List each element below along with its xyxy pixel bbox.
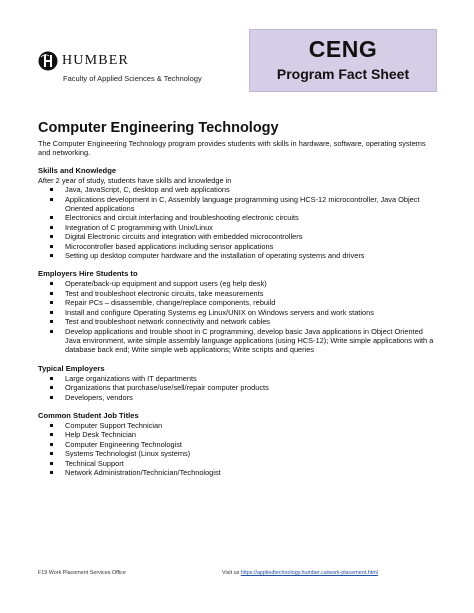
section-heading: Employers Hire Students to xyxy=(38,269,138,279)
list-item: Microcontroller based applications including sensor applications xyxy=(38,242,438,251)
typical-employers-section xyxy=(38,364,438,402)
list-item: Computer Engineering Technologist xyxy=(38,440,438,449)
program-code: CENG xyxy=(308,36,378,62)
main-content xyxy=(38,120,438,486)
list-item: Repair PCs – disassemble, change/replace components, rebuild xyxy=(38,298,438,307)
list-item: Developers, vendors xyxy=(38,393,438,402)
list-item: Test and troubleshoot electronic circuits, take measurements xyxy=(38,289,438,298)
logo-name: HUMBER xyxy=(62,53,130,68)
faculty-name: Faculty of Applied Sciences & Technology xyxy=(63,74,202,83)
list-item: Install and configure Operating Systems eg Linux/UNIX on Windows servers and work stations xyxy=(38,308,438,317)
fact-sheet-title: Program Fact Sheet xyxy=(276,66,410,82)
list-item: Network Administration/Technician/Technologist xyxy=(38,468,438,477)
list-item: Technical Support xyxy=(38,459,438,468)
humber-h-icon xyxy=(38,51,58,71)
list-item: Digital Electronic circuits and integration with embedded microcontrollers xyxy=(38,232,438,241)
footer-visit xyxy=(222,570,378,576)
list-item: Computer Support Technician xyxy=(38,421,438,430)
list-item: Java, JavaScript, C, desktop and web applications xyxy=(38,185,438,194)
skills-section xyxy=(38,166,438,261)
typical-employers-list xyxy=(38,374,438,402)
humber-logo xyxy=(38,51,238,83)
section-lead: After 2 year of study, students have skills and knowledge in xyxy=(38,175,232,185)
section-heading: Typical Employers xyxy=(38,363,105,373)
list-item: Setting up desktop computer hardware and the installation of operating systems and drivers xyxy=(38,251,438,260)
list-item: Integration of C programming with Unix/Linux xyxy=(38,223,438,232)
list-item: Organizations that purchase/use/sell/repair computer products xyxy=(38,383,438,392)
footer-office: F19 Work Placement Services Office xyxy=(38,570,126,576)
list-item: Electronics and circuit interfacing and troubleshooting electronic circuits xyxy=(38,213,438,222)
list-item: Operate/back-up equipment and support users (eg help desk) xyxy=(38,279,438,288)
skills-list xyxy=(38,185,438,260)
work-placement-link[interactable]: https://appliedtechnology.humber.ca/work-placement.html xyxy=(240,570,378,576)
list-item: Help Desk Technician xyxy=(38,430,438,439)
list-item: Applications development in C, Assembly language programming using HCS-12 microcontroller, Java Object Oriented applications xyxy=(38,195,438,214)
list-item: Systems Technologist (Linux systems) xyxy=(38,449,438,458)
document-title: Computer Engineering Technology xyxy=(38,120,279,136)
job-titles-list xyxy=(38,421,438,477)
section-heading: Skills and Knowledge xyxy=(38,165,117,175)
section-heading: Common Student Job Titles xyxy=(38,410,139,420)
list-item: Test and troubleshoot network connectivity and network cables xyxy=(38,317,438,326)
program-intro: The Computer Engineering Technology program provides students with skills in hardware, software, operating systems and networking. xyxy=(38,139,426,158)
employers-hire-list xyxy=(38,279,438,354)
employers-hire-section xyxy=(38,269,438,354)
list-item: Develop applications and trouble shoot in C programming, develop basic Java applications in Object Oriented Java environment, write simple assembly language applications (using HCS-12); Write simple applications with a database back end; Write simple web applications; Write scripts and queries xyxy=(38,327,438,355)
list-item: Large organizations with IT departments xyxy=(38,374,438,383)
program-fact-sheet-box xyxy=(249,29,437,92)
logo-row xyxy=(38,51,238,71)
footer-visit-prefix: Visit us xyxy=(222,570,241,576)
job-titles-section xyxy=(38,411,438,477)
